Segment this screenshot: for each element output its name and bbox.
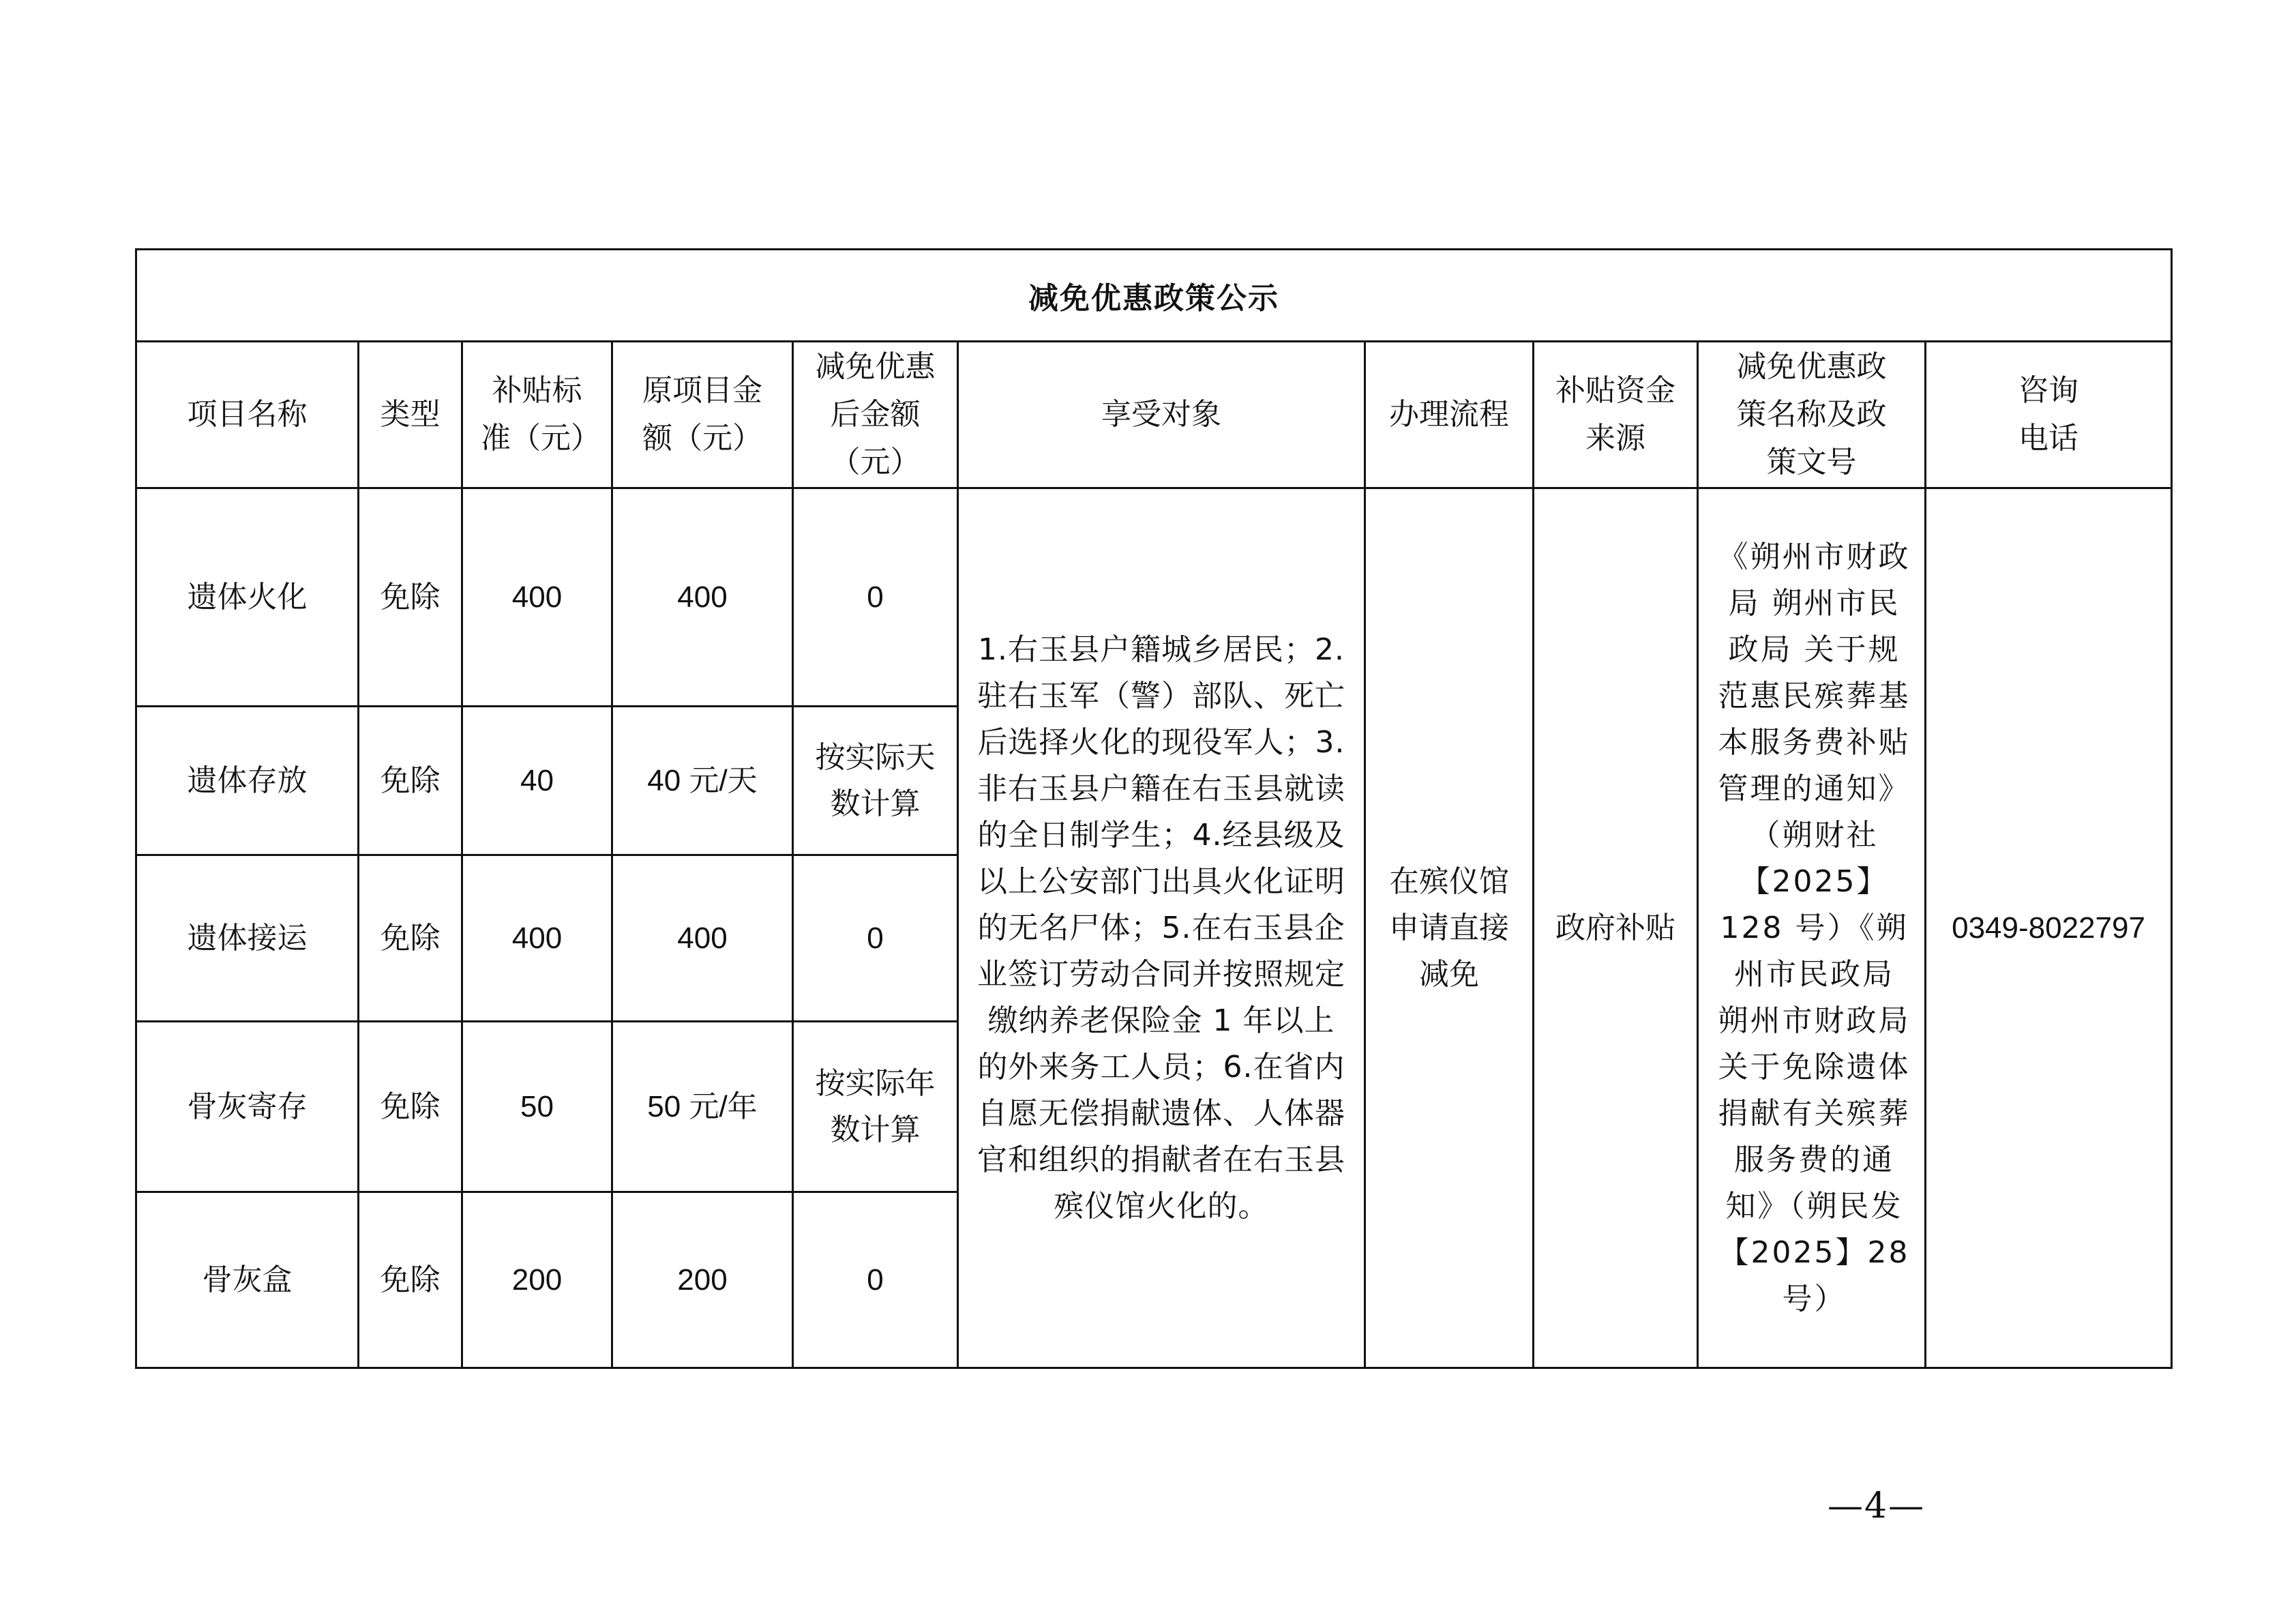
header-policy-doc: 减免优惠政策名称及政策文号 [1698,342,1926,488]
cell-original: 50 元/年 [612,1022,793,1192]
cell-item: 骨灰盒 [136,1192,359,1368]
cell-subsidy: 400 [462,488,612,707]
policy-table [135,248,2173,1369]
cell-phone: 0349-8022797 [1926,488,2172,1368]
cell-subsidy: 200 [462,1192,612,1368]
cell-subsidy: 50 [462,1022,612,1192]
header-fund-source: 补贴资金来源 [1534,342,1698,488]
cell-after: 0 [793,1192,958,1368]
cell-type: 免除 [359,1022,462,1192]
table-row [136,488,2172,707]
header-row [136,342,2172,488]
cell-original: 400 [612,488,793,707]
cell-item: 遗体火化 [136,488,359,707]
cell-after: 按实际天数计算 [793,707,958,855]
header-type: 类型 [359,342,462,488]
header-process: 办理流程 [1365,342,1534,488]
cell-process: 在殡仪馆申请直接减免 [1365,488,1534,1368]
cell-subsidy: 400 [462,855,612,1022]
cell-policy-doc: 《朔州市财政局 朔州市民政局 关于规范惠民殡葬基本服务费补贴管理的通知》（朔财社【2025】128 号）《朔州市民政局 朔州市财政局 关于免除遗体捐献有关殡葬服务费的通知》（朔民发【2025】28 号） [1698,488,1926,1368]
table-title: 减免优惠政策公示 [136,250,2172,342]
header-after-amount: 减免优惠后金额（元） [793,342,958,488]
header-target: 享受对象 [958,342,1365,488]
cell-after: 0 [793,488,958,707]
cell-subsidy: 40 [462,707,612,855]
header-phone: 咨询电话 [1926,342,2172,488]
cell-type: 免除 [359,488,462,707]
cell-item: 遗体存放 [136,707,359,855]
cell-type: 免除 [359,1192,462,1368]
cell-original: 400 [612,855,793,1022]
cell-after: 按实际年数计算 [793,1022,958,1192]
cell-item: 遗体接运 [136,855,359,1022]
page-number: —4— [1828,1486,1926,1526]
cell-item: 骨灰寄存 [136,1022,359,1192]
cell-target: 1.右玉县户籍城乡居民；2.驻右玉军（警）部队、死亡后选择火化的现役军人；3.非右玉县户籍在右玉县就读的全日制学生；4.经县级及以上公安部门出具火化证明的无名尸体；5.在右玉县企业签订劳动合同并按照规定缴纳养老保险金 1 年以上的外来务工人员；6.在省内自愿无偿捐献遗体、人体器官和组织的捐献者在右玉县殡仪馆火化的。 [958,488,1365,1368]
cell-type: 免除 [359,855,462,1022]
cell-original: 40 元/天 [612,707,793,855]
cell-original: 200 [612,1192,793,1368]
header-item-name: 项目名称 [136,342,359,488]
header-subsidy-standard: 补贴标准（元） [462,342,612,488]
cell-fund-source: 政府补贴 [1534,488,1698,1368]
cell-type: 免除 [359,707,462,855]
header-original-amount: 原项目金额（元） [612,342,793,488]
cell-after: 0 [793,855,958,1022]
